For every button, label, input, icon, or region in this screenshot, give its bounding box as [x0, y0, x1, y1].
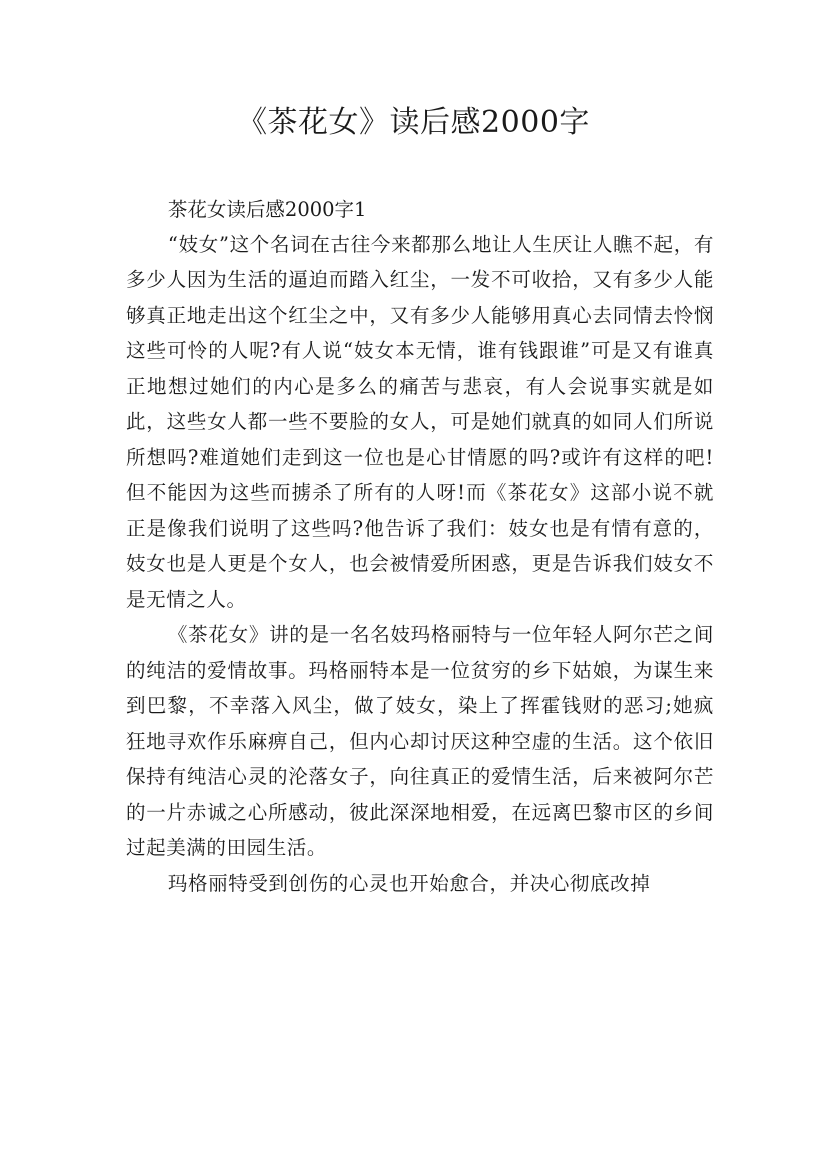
document-title: 《茶花女》读后感2000字 — [237, 105, 590, 140]
paragraph-2: 《茶花女》讲的是一名名妓玛格丽特与一位年轻人阿尔芒之间的纯洁的爱情故事。玛格丽特本是一位贫穷的乡下姑娘，为谋生来到巴黎，不幸落入风尘，做了妓女，染上了挥霍钱财的恶习;她疯狂地寻欢作乐麻痹自己，但内心却讨厌这种空虚的生活。这个依旧保持有纯洁心灵的沦落女子，向往真正的爱情生活，后来被阿尔芒的一片赤诚之心所感动，彼此深深地相爱，在远离巴黎市区的乡间过起美满的田园生活。 — [126, 623, 714, 859]
paragraph-3: 玛格丽特受到创伤的心灵也开始愈合，并决心彻底改掉 — [167, 871, 651, 895]
section-heading: 茶花女读后感2000字1 — [167, 198, 367, 221]
document-body — [126, 194, 714, 901]
paragraph-1: “妓女”这个名词在古往今来都那么地让人生厌让人瞧不起，有多少人因为生活的逼迫而踏入红尘，一发不可收拾，又有多少人能够真正地走出这个红尘之中，又有多少人能够用真心去同情去怜悯这些可怜的人呢?有人说“妓女本无情，谁有钱跟谁”可是又有谁真正地想过她们的内心是多么的痛苦与悲哀，有人会说事实就是如此，这些女人都一些不要脸的女人，可是她们就真的如同人们所说所想吗?难道她们走到这一位也是心甘情愿的吗?或许有这样的吧!但不能因为这些而掳杀了所有的人呀!而《茶花女》这部小说不就正是像我们说明了这些吗?他告诉了我们：妓女也是有情有意的，妓女也是人更是个女人，也会被情爱所困惑，更是告诉我们妓女不是无情之人。 — [126, 232, 714, 611]
